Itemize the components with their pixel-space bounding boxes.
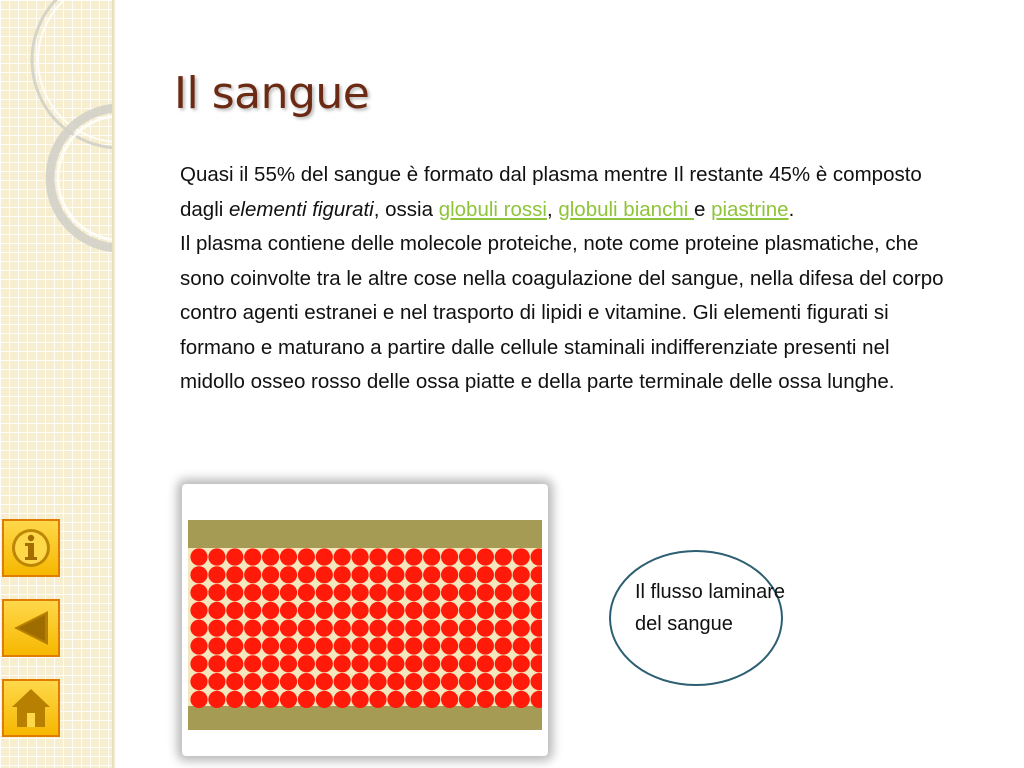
red-blood-cell xyxy=(513,584,530,601)
red-blood-cell xyxy=(316,584,333,601)
red-blood-cell xyxy=(441,637,458,654)
red-blood-cell xyxy=(334,584,351,601)
home-button[interactable] xyxy=(2,679,60,737)
red-blood-cell xyxy=(226,673,243,690)
red-blood-cell xyxy=(459,637,476,654)
paragraph-plasma: Il plasma contiene delle molecole proteiche, note come proteine plasmatiche, che sono coinvolte tra le altre cose nella coagulazione del sangue, nella difesa del corpo contro agenti estranei e nel trasporto di lipidi e vitamine. Gli elementi figurati si formano e maturano a partire dalle cellule staminali indifferenziate presenti nel midollo osseo rosso delle ossa piatte e della parte terminale delle ossa lunghe. xyxy=(180,232,944,393)
red-blood-cell xyxy=(208,637,225,654)
red-blood-cell xyxy=(316,602,333,619)
red-blood-cell xyxy=(459,602,476,619)
red-blood-cell xyxy=(352,673,369,690)
red-blood-cell xyxy=(298,655,315,672)
red-blood-cell xyxy=(226,655,243,672)
red-blood-cell xyxy=(369,691,386,708)
red-blood-cell xyxy=(387,602,404,619)
vessel-wall-bottom xyxy=(188,706,542,730)
red-blood-cell xyxy=(334,602,351,619)
red-blood-cell xyxy=(262,673,279,690)
vessel-wall-top xyxy=(188,520,542,550)
red-blood-cell xyxy=(352,637,369,654)
red-blood-cell xyxy=(423,620,440,637)
red-blood-cell xyxy=(316,566,333,583)
red-blood-cell xyxy=(405,602,422,619)
red-blood-cell xyxy=(262,637,279,654)
red-blood-cell xyxy=(352,548,369,565)
red-blood-cell xyxy=(190,584,207,601)
sidebar-decoration xyxy=(0,0,112,768)
red-blood-cell xyxy=(369,655,386,672)
red-blood-cell xyxy=(387,673,404,690)
red-blood-cell xyxy=(387,566,404,583)
red-blood-cell xyxy=(280,691,297,708)
red-blood-cell xyxy=(316,691,333,708)
red-blood-cell xyxy=(244,620,261,637)
red-blood-cell xyxy=(369,584,386,601)
caption-line-2: del sangue xyxy=(635,613,733,635)
red-blood-cell xyxy=(244,548,261,565)
red-blood-cell xyxy=(369,566,386,583)
laminar-flow-illustration xyxy=(188,490,542,750)
red-blood-cell xyxy=(280,566,297,583)
red-blood-cell xyxy=(423,602,440,619)
red-blood-cell xyxy=(208,620,225,637)
decorative-circles xyxy=(0,0,112,260)
separator: , xyxy=(546,197,559,221)
red-blood-cell xyxy=(387,655,404,672)
red-blood-cell xyxy=(190,620,207,637)
red-blood-cell xyxy=(513,655,530,672)
red-blood-cell xyxy=(226,584,243,601)
red-blood-cell xyxy=(334,691,351,708)
red-blood-cell xyxy=(423,566,440,583)
red-blood-cell xyxy=(423,673,440,690)
red-blood-cell xyxy=(369,673,386,690)
red-blood-cell xyxy=(369,602,386,619)
paragraph-text: , ossia xyxy=(373,197,439,221)
red-blood-cell xyxy=(477,566,494,583)
red-blood-cell xyxy=(316,548,333,565)
home-icon xyxy=(8,685,54,731)
red-blood-cell xyxy=(405,673,422,690)
period: . xyxy=(788,197,795,221)
red-blood-cell xyxy=(513,548,530,565)
red-blood-cell xyxy=(423,691,440,708)
red-blood-cell xyxy=(405,566,422,583)
conjunction: e xyxy=(693,197,712,221)
red-blood-cell xyxy=(208,602,225,619)
slide-title: Il sangue xyxy=(174,68,370,119)
red-blood-cell xyxy=(495,655,512,672)
laminar-flow-image xyxy=(182,484,548,756)
red-blood-cell xyxy=(459,548,476,565)
paragraph-text: Quasi il 55% del sangue è formato dal plasma mentre Il restante 45% è composto dagli xyxy=(180,163,922,221)
red-blood-cell xyxy=(244,566,261,583)
back-arrow-icon xyxy=(8,605,54,651)
red-blood-cell xyxy=(369,637,386,654)
red-blood-cell xyxy=(459,566,476,583)
red-blood-cell xyxy=(334,655,351,672)
red-blood-cell xyxy=(459,673,476,690)
red-blood-cell xyxy=(280,548,297,565)
red-blood-cell xyxy=(244,602,261,619)
red-blood-cell xyxy=(441,655,458,672)
red-blood-cell xyxy=(405,548,422,565)
red-blood-cell xyxy=(298,548,315,565)
red-blood-cell xyxy=(352,584,369,601)
red-blood-cell xyxy=(441,691,458,708)
red-blood-cell xyxy=(441,602,458,619)
red-blood-cell xyxy=(477,620,494,637)
red-blood-cell xyxy=(262,548,279,565)
red-blood-cell xyxy=(495,602,512,619)
red-blood-cell xyxy=(316,637,333,654)
red-blood-cell xyxy=(513,620,530,637)
red-blood-cell xyxy=(423,637,440,654)
red-blood-cell xyxy=(405,620,422,637)
sidebar-edge xyxy=(112,0,115,768)
red-blood-cell xyxy=(513,673,530,690)
red-blood-cell xyxy=(262,602,279,619)
red-blood-cell xyxy=(226,602,243,619)
red-blood-cell xyxy=(477,691,494,708)
red-blood-cell xyxy=(298,584,315,601)
red-blood-cell xyxy=(477,655,494,672)
red-blood-cell xyxy=(495,620,512,637)
red-blood-cell xyxy=(369,620,386,637)
caption-line-1: Il flusso laminare xyxy=(635,581,786,603)
red-blood-cell xyxy=(495,566,512,583)
red-blood-cell xyxy=(495,637,512,654)
red-blood-cell xyxy=(334,566,351,583)
red-blood-cell xyxy=(387,637,404,654)
red-blood-cell xyxy=(262,655,279,672)
red-blood-cell xyxy=(387,548,404,565)
red-blood-cell xyxy=(298,566,315,583)
red-blood-cell xyxy=(190,602,207,619)
red-blood-cell xyxy=(262,691,279,708)
back-button[interactable] xyxy=(2,599,60,657)
red-blood-cell xyxy=(244,673,261,690)
red-blood-cell xyxy=(423,584,440,601)
red-blood-cell xyxy=(334,548,351,565)
red-blood-cell xyxy=(280,637,297,654)
red-blood-cell xyxy=(226,691,243,708)
red-blood-cell xyxy=(226,548,243,565)
body-text xyxy=(180,158,955,400)
red-blood-cell xyxy=(298,637,315,654)
red-blood-cell xyxy=(513,691,530,708)
red-blood-cell xyxy=(495,673,512,690)
red-blood-cell xyxy=(477,673,494,690)
info-button[interactable] xyxy=(2,519,60,577)
red-blood-cell xyxy=(190,673,207,690)
red-blood-cell xyxy=(280,602,297,619)
red-blood-cell xyxy=(369,548,386,565)
red-blood-cell xyxy=(387,691,404,708)
red-blood-cell xyxy=(244,691,261,708)
red-blood-cell xyxy=(459,655,476,672)
red-blood-cell xyxy=(208,566,225,583)
red-blood-cell xyxy=(262,566,279,583)
red-blood-cell xyxy=(334,637,351,654)
red-blood-cell xyxy=(190,655,207,672)
red-blood-cell xyxy=(405,637,422,654)
red-blood-cell xyxy=(298,602,315,619)
red-blood-cell xyxy=(441,673,458,690)
red-blood-cell xyxy=(513,602,530,619)
link-globuli-bianchi[interactable]: globuli bianchi xyxy=(558,197,694,221)
red-blood-cell xyxy=(405,584,422,601)
red-blood-cell xyxy=(334,620,351,637)
info-icon xyxy=(8,525,54,571)
red-blood-cell xyxy=(352,620,369,637)
red-blood-cell xyxy=(405,655,422,672)
red-blood-cell xyxy=(459,691,476,708)
red-blood-cell xyxy=(190,691,207,708)
red-blood-cell xyxy=(208,548,225,565)
red-blood-cell xyxy=(208,655,225,672)
red-blood-cell xyxy=(244,637,261,654)
red-blood-cell xyxy=(262,584,279,601)
paragraph-composition xyxy=(180,158,955,227)
link-piastrine[interactable]: piastrine xyxy=(711,197,789,221)
red-blood-cell xyxy=(208,673,225,690)
red-blood-cell xyxy=(280,655,297,672)
red-blood-cell xyxy=(495,691,512,708)
flow-caption xyxy=(635,576,835,640)
red-blood-cell xyxy=(226,620,243,637)
italic-term: elementi figurati xyxy=(229,197,374,221)
red-blood-cell xyxy=(208,691,225,708)
red-blood-cell xyxy=(441,548,458,565)
red-blood-cell xyxy=(190,548,207,565)
red-blood-cell xyxy=(334,673,351,690)
red-blood-cell xyxy=(262,620,279,637)
red-blood-cell xyxy=(423,548,440,565)
red-blood-cell xyxy=(387,620,404,637)
red-blood-cell xyxy=(405,691,422,708)
red-blood-cell xyxy=(190,566,207,583)
red-blood-cell xyxy=(423,655,440,672)
red-blood-cell xyxy=(226,637,243,654)
red-blood-cell xyxy=(298,673,315,690)
red-blood-cell xyxy=(459,620,476,637)
red-blood-cell xyxy=(495,548,512,565)
red-blood-cell xyxy=(244,655,261,672)
red-blood-cell xyxy=(298,620,315,637)
red-blood-cell xyxy=(477,602,494,619)
red-blood-cell xyxy=(208,584,225,601)
red-blood-cell xyxy=(280,584,297,601)
red-blood-cell xyxy=(226,566,243,583)
red-blood-cell xyxy=(513,637,530,654)
link-globuli-rossi[interactable]: globuli rossi xyxy=(438,197,547,221)
red-blood-cell xyxy=(352,602,369,619)
red-blood-cell xyxy=(244,584,261,601)
red-blood-cell xyxy=(441,620,458,637)
red-blood-cell xyxy=(298,691,315,708)
red-blood-cell xyxy=(441,584,458,601)
red-blood-cell xyxy=(477,548,494,565)
red-blood-cell xyxy=(459,584,476,601)
red-blood-cell xyxy=(316,673,333,690)
red-blood-cell xyxy=(316,655,333,672)
red-blood-cell xyxy=(441,566,458,583)
red-blood-cell xyxy=(352,655,369,672)
red-blood-cell xyxy=(477,637,494,654)
red-blood-cell xyxy=(352,566,369,583)
red-blood-cell xyxy=(316,620,333,637)
red-blood-cell xyxy=(387,584,404,601)
red-blood-cell xyxy=(495,584,512,601)
red-blood-cell xyxy=(477,584,494,601)
red-blood-cell xyxy=(352,691,369,708)
red-blood-cell xyxy=(190,637,207,654)
red-blood-cell xyxy=(280,673,297,690)
red-blood-cell xyxy=(513,566,530,583)
red-blood-cell xyxy=(280,620,297,637)
